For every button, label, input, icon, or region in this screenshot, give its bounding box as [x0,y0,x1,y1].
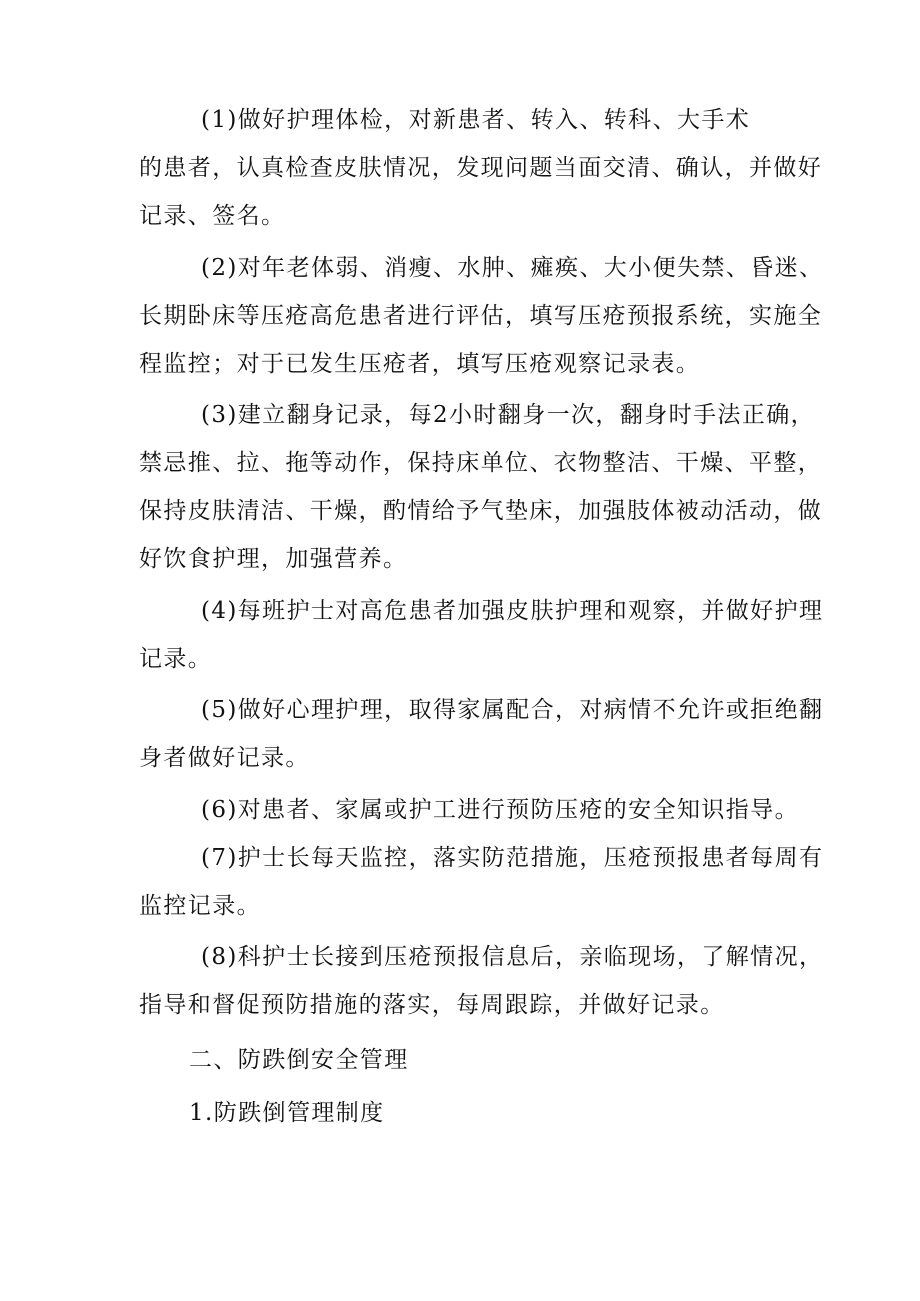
item-7-line-2: 监控记录。 [139,893,261,919]
item-1-line-2: 的患者，认真检查皮肤情况，发现问题当面交清、确认，并做好 [139,155,823,181]
item-1-line-3: 记录、签名。 [139,203,286,229]
item-3-line-3: 保持皮肤清洁、干燥，酌情给予气垫床，加强肢体被动活动，做 [139,498,823,524]
item-7-line-1: (7)护士长每天监控，落实防范措施，压疮预报患者每周有 [201,845,824,871]
item-2-line-2: 长期卧床等压疮高危患者进行评估，填写压疮预报系统，实施全 [139,303,823,329]
item-3-line-1: (3)建立翻身记录，每2小时翻身一次，翻身时手法正确， [201,402,816,428]
item-5-line-2: 身者做好记录。 [139,745,310,771]
item-3-line-4: 好饮食护理，加强营养。 [139,546,408,572]
item-4-line-1: (4)每班护士对高危患者加强皮肤护理和观察，并做好护理 [201,598,824,624]
item-6-line-1: (6)对患者、家属或护工进行预防压疮的安全知识指导。 [201,797,799,823]
item-8-line-2: 指导和督促预防措施的落实，每周跟踪，并做好记录。 [139,992,725,1018]
item-3-line-2: 禁忌推、拉、拖等动作，保持床单位、衣物整洁、干燥、平整， [139,450,823,476]
item-2-line-1: (2)对年老体弱、消瘦、水肿、瘫痪、大小便失禁、昏迷、 [201,255,824,281]
item-5-line-1: (5)做好心理护理，取得家属配合，对病情不允许或拒绝翻 [201,697,824,723]
item-4-line-2: 记录。 [139,646,213,672]
subsection-heading: 1.防跌倒管理制度 [189,1100,385,1126]
item-1-line-1: (1)做好护理体检，对新患者、转入、转科、大手术 [201,107,751,133]
section-heading: 二、防跌倒安全管理 [189,1047,409,1073]
item-2-line-3: 程监控；对于已发生压疮者，填写压疮观察记录表。 [139,351,701,377]
item-8-line-1: (8)科护士长接到压疮预报信息后，亲临现场，了解情况， [201,944,824,970]
